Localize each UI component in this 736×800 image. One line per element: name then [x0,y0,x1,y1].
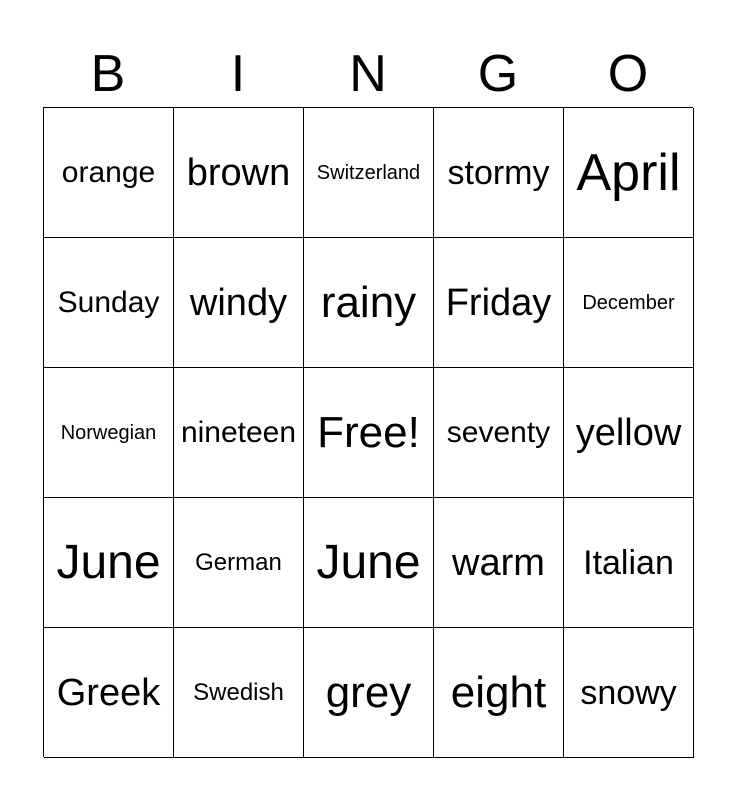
bingo-cell[interactable]: snowy [564,628,694,758]
bingo-cell[interactable]: eight [434,628,564,758]
bingo-cell[interactable]: April [564,108,694,238]
bingo-header [43,44,693,104]
header-letter-g: G [477,45,519,103]
bingo-cell[interactable]: orange [44,108,174,238]
bingo-cell[interactable]: Swedish [174,628,304,758]
bingo-cell[interactable]: Sunday [44,238,174,368]
bingo-cell[interactable]: Friday [434,238,564,368]
bingo-cell[interactable]: yellow [564,368,694,498]
bingo-cell[interactable]: warm [434,498,564,628]
bingo-cell[interactable]: Greek [44,628,174,758]
bingo-cell[interactable]: German [174,498,304,628]
bingo-cell[interactable]: brown [174,108,304,238]
header-letter-b: B [90,45,126,103]
header-letter-i: I [230,45,246,103]
bingo-cell[interactable]: June [304,498,434,628]
bingo-board [43,107,693,757]
bingo-cell[interactable]: stormy [434,108,564,238]
bingo-cell[interactable]: windy [174,238,304,368]
header-letter-n: N [349,45,387,103]
bingo-cell[interactable]: rainy [304,238,434,368]
bingo-cell[interactable]: Norwegian [44,368,174,498]
bingo-cell[interactable]: Italian [564,498,694,628]
bingo-cell[interactable]: nineteen [174,368,304,498]
bingo-cell[interactable]: Switzerland [304,108,434,238]
bingo-cell[interactable]: seventy [434,368,564,498]
bingo-cell[interactable]: grey [304,628,434,758]
bingo-cell[interactable]: June [44,498,174,628]
header-letter-o: O [607,45,649,103]
free-space-cell[interactable]: Free! [304,368,434,498]
bingo-cell[interactable]: December [564,238,694,368]
